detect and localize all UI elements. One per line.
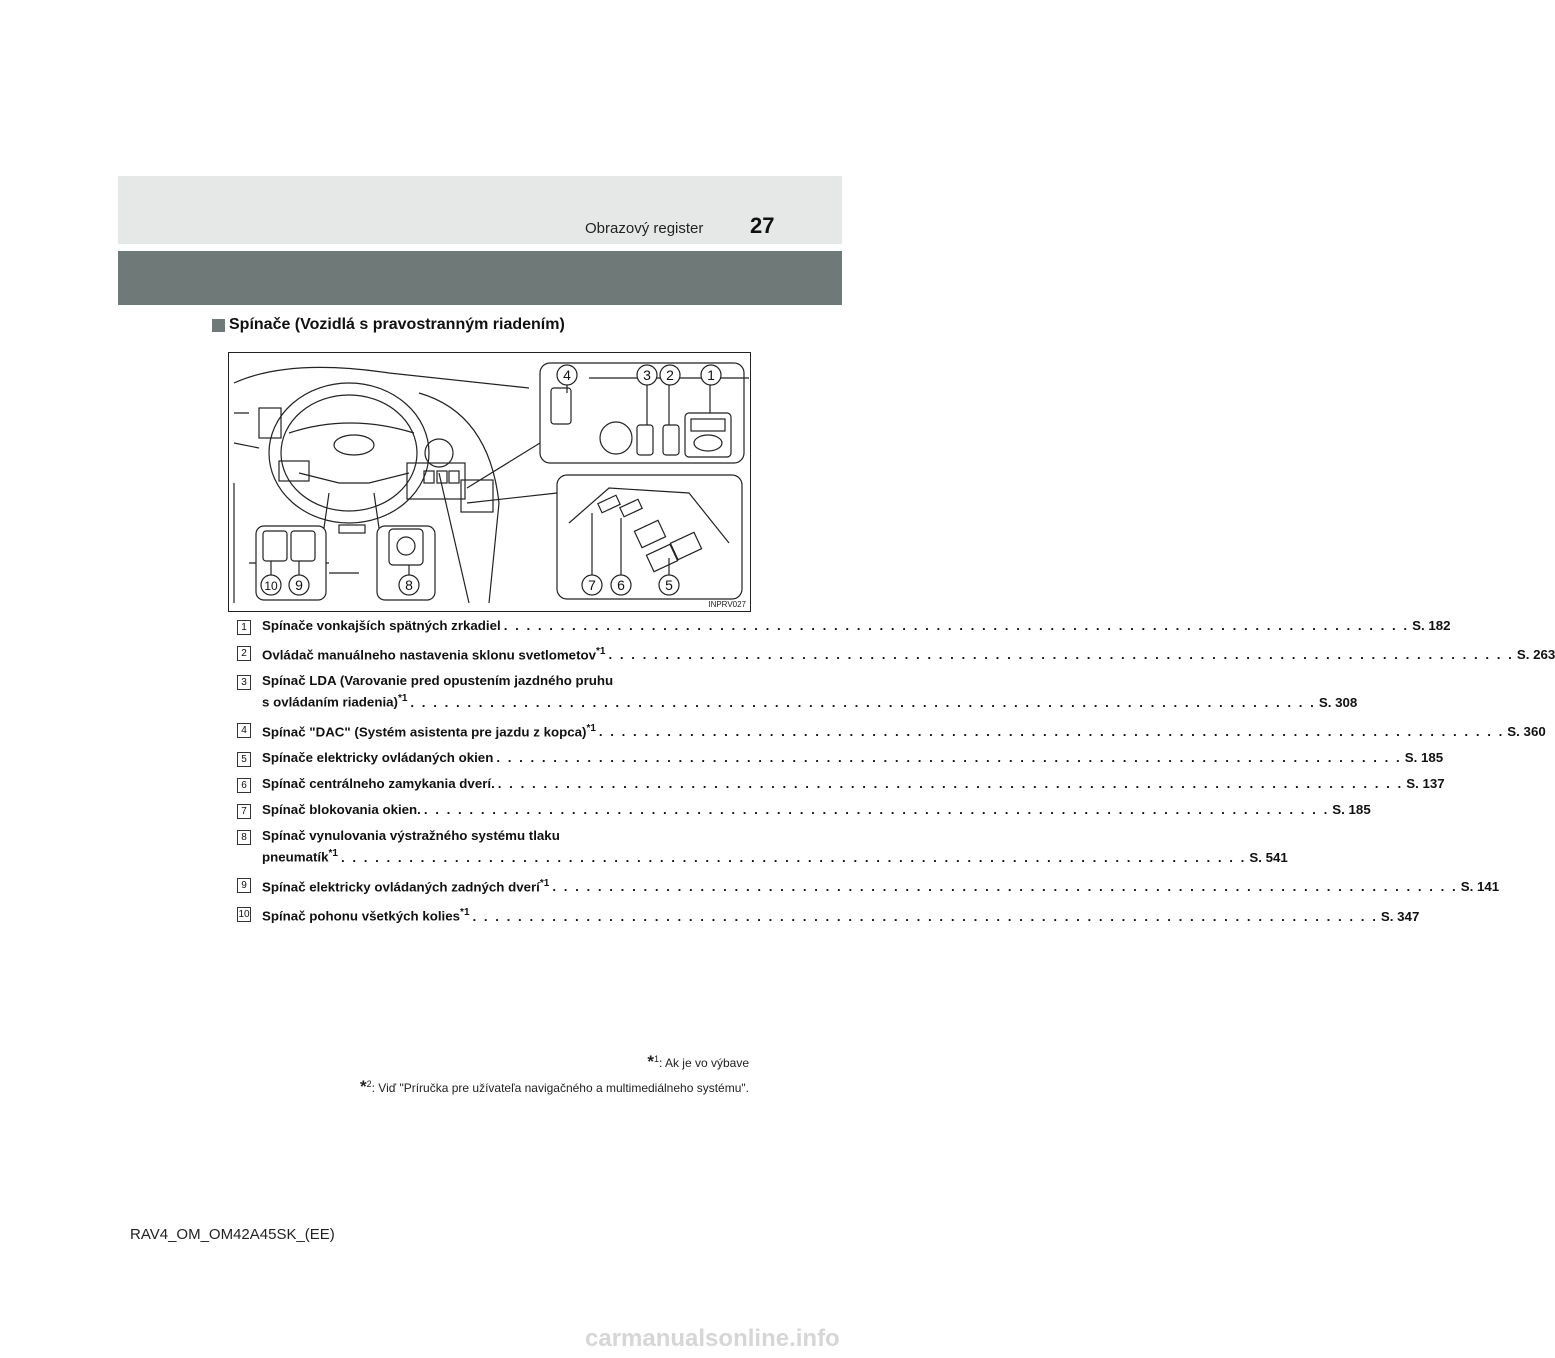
callout-7: 7	[588, 577, 596, 593]
page-reference[interactable]: S. 182	[1412, 618, 1451, 633]
item-number: 4	[237, 723, 251, 738]
header-band	[118, 176, 842, 244]
footnote-marker: *1	[328, 848, 338, 860]
item-number: 9	[237, 878, 251, 893]
footnote-text: : Viď "Príručka pre užívateľa navigačného a multimediálneho systému".	[371, 1081, 749, 1095]
callout-5: 5	[665, 577, 673, 593]
item-text: Ovládač manuálneho nastavenia sklonu svetlometov	[262, 647, 597, 663]
item-number: 2	[237, 646, 251, 661]
dashboard-drawing	[229, 353, 750, 611]
item-number: 6	[237, 778, 251, 793]
footnote-number: 2	[366, 1079, 372, 1089]
list-item	[237, 827, 1288, 866]
item-text: Spínač LDA (Varovanie pred opustením jazdného pruhu	[262, 673, 614, 689]
footnote-2	[360, 1077, 749, 1097]
callout-10: 10	[264, 579, 278, 593]
list-item	[237, 720, 1546, 741]
footnote-text: : Ak je vo výbave	[658, 1056, 749, 1070]
header-dark-band	[118, 251, 842, 305]
list-item	[237, 643, 1555, 664]
item-text: Spínač blokovania okien.	[262, 802, 421, 818]
item-text: Spínač vynulovania výstražného systému tlaku	[262, 828, 560, 844]
page-reference[interactable]: S. 141	[1460, 879, 1500, 895]
item-number: 3	[237, 675, 251, 690]
section-title	[212, 316, 565, 334]
item-text-line2: s ovládaním riadenia)	[262, 694, 398, 710]
leader-dots	[549, 878, 1460, 896]
callout-2: 2	[666, 367, 674, 383]
item-text: Spínače vonkajších spätných zrkadiel	[262, 618, 501, 633]
leader-dots	[421, 801, 1332, 819]
footnote-number: 1	[653, 1054, 659, 1064]
footnote-marker: *1	[397, 693, 408, 705]
section-title-text: Spínače (Vozidlá s pravostranným riadením)	[229, 316, 565, 333]
page-reference[interactable]: S. 541	[1249, 849, 1288, 865]
callout-6: 6	[617, 577, 625, 593]
list-item	[237, 672, 1358, 711]
page-reference[interactable]: S. 137	[1406, 776, 1445, 792]
leader-dots	[338, 849, 1249, 867]
page-reference[interactable]: S. 308	[1318, 694, 1358, 710]
list-item	[237, 749, 1444, 767]
item-text: Spínač pohonu všetkých kolies	[262, 908, 461, 924]
footnote-star: *	[359, 1077, 367, 1096]
item-text-line2: pneumatík	[262, 849, 329, 865]
leader-dots	[495, 775, 1406, 793]
callout-3: 3	[643, 367, 651, 383]
leader-dots	[596, 723, 1507, 741]
list-item	[237, 904, 1420, 925]
dashboard-illustration	[228, 352, 751, 612]
item-text: Spínače elektricky ovládaných okien	[262, 750, 494, 766]
item-text: Spínač centrálneho zamykania dverí.	[262, 776, 495, 792]
switch-list	[237, 617, 1555, 934]
leader-dots	[501, 617, 1412, 635]
item-text: Spínač elektricky ovládaných zadných dverí	[262, 879, 540, 895]
footnote-marker: *1	[586, 722, 596, 734]
item-number: 7	[237, 804, 251, 819]
list-item	[237, 617, 1451, 635]
list-item	[237, 775, 1445, 793]
leader-dots	[493, 749, 1404, 767]
list-item	[237, 875, 1500, 896]
item-number: 10	[238, 909, 250, 921]
callout-4: 4	[563, 367, 571, 383]
footnote-marker: *1	[539, 877, 550, 889]
list-item	[237, 801, 1371, 819]
item-number: 1	[237, 620, 251, 635]
page-reference[interactable]: S. 360	[1507, 724, 1546, 740]
page-reference[interactable]: S. 347	[1380, 908, 1420, 924]
footnote-marker: *1	[596, 646, 606, 657]
section-header: Obrazový register	[585, 220, 704, 237]
page-number: 27	[750, 213, 775, 238]
callout-1: 1	[707, 367, 715, 383]
page-reference[interactable]: S. 185	[1332, 802, 1371, 818]
leader-dots	[407, 694, 1318, 712]
leader-dots	[605, 646, 1516, 664]
item-number: 8	[237, 830, 251, 845]
item-number: 5	[237, 752, 251, 767]
page-reference[interactable]: S. 263	[1516, 647, 1555, 663]
watermark: carmanualsonline.info	[585, 1325, 840, 1352]
page-reference[interactable]: S. 185	[1404, 750, 1444, 766]
footnote-star: *	[647, 1052, 654, 1071]
bullet-square-icon	[212, 319, 225, 332]
item-text: Spínač "DAC" (Systém asistenta pre jazdu z kopca)	[262, 724, 587, 740]
callout-8: 8	[405, 577, 413, 593]
footnote-marker: *1	[460, 907, 470, 919]
figure-code: INPRV027	[708, 600, 746, 609]
footnote-1	[647, 1052, 749, 1072]
callout-9: 9	[295, 577, 303, 593]
leader-dots	[470, 908, 1381, 926]
document-id: RAV4_OM_OM42A45SK_(EE)	[130, 1226, 335, 1243]
